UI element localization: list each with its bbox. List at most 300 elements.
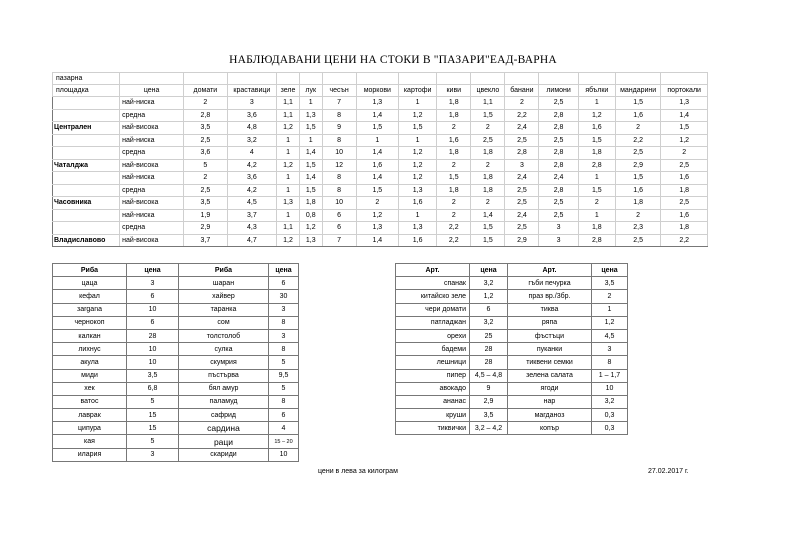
price-cell: 2 bbox=[505, 97, 539, 110]
fish-name: скариди bbox=[179, 448, 269, 461]
goods-row bbox=[396, 290, 628, 303]
price-cell: 1,3 bbox=[277, 197, 300, 210]
fish-name: цаца bbox=[53, 277, 127, 290]
price-cell: 3,7 bbox=[227, 209, 277, 222]
fish-price: 15 bbox=[127, 422, 179, 435]
price-cell: 1 bbox=[399, 97, 437, 110]
price-cell: 1 bbox=[277, 209, 300, 222]
fish-name: таранка bbox=[179, 303, 269, 316]
fish-price: 10 bbox=[127, 356, 179, 369]
price-cell: 2,8 bbox=[578, 234, 615, 247]
fish-name: кая bbox=[53, 435, 127, 448]
column-header-product: банани bbox=[505, 85, 539, 97]
price-cell: 2,4 bbox=[505, 209, 539, 222]
price-cell: 1,6 bbox=[437, 134, 471, 147]
goods-name: магданоз bbox=[508, 409, 592, 422]
price-cell: 7 bbox=[322, 97, 356, 110]
price-cell: 2,5 bbox=[505, 222, 539, 235]
price-cell: 1,5 bbox=[299, 122, 322, 135]
column-header-product: чесън bbox=[322, 85, 356, 97]
price-cell: 2 bbox=[184, 97, 227, 110]
fish-price: 6 bbox=[127, 290, 179, 303]
price-row bbox=[53, 234, 708, 247]
fish-name: калкан bbox=[53, 329, 127, 342]
price-cell: 0,8 bbox=[299, 209, 322, 222]
column-header-product: лимони bbox=[539, 85, 578, 97]
price-cell: 1,5 bbox=[661, 122, 708, 135]
goods-name: патладжан bbox=[396, 316, 470, 329]
price-cell: 2,2 bbox=[437, 234, 471, 247]
page-title: НАБЛЮДАВАНИ ЦЕНИ НА СТОКИ В "ПАЗАРИ"ЕАД-ВАРНА bbox=[229, 54, 557, 66]
goods-name: тиквени семки bbox=[508, 356, 592, 369]
market-name bbox=[53, 134, 120, 147]
column-header-product: картофи bbox=[399, 85, 437, 97]
fish-name: хек bbox=[53, 382, 127, 395]
price-cell: 1,4 bbox=[356, 147, 398, 160]
goods-price: 8 bbox=[592, 356, 628, 369]
price-cell: 1,2 bbox=[661, 134, 708, 147]
price-cell: 1,5 bbox=[615, 97, 660, 110]
fish-price: 4 bbox=[269, 422, 299, 435]
fish-name: зargana bbox=[53, 303, 127, 316]
price-cell: 2,4 bbox=[505, 172, 539, 185]
column-header-product: моркови bbox=[356, 85, 398, 97]
fish-row bbox=[53, 369, 299, 382]
price-cell: 1 bbox=[399, 134, 437, 147]
price-cell: 1,4 bbox=[356, 172, 398, 185]
price-cell: 1,8 bbox=[437, 97, 471, 110]
goods-price: 3,2 – 4,2 bbox=[470, 422, 508, 435]
price-cell: 1,3 bbox=[356, 222, 398, 235]
price-level: най-ниска bbox=[120, 172, 184, 185]
fish-name: паламуд bbox=[179, 395, 269, 408]
goods-row bbox=[396, 356, 628, 369]
column-header-product: зеле bbox=[277, 85, 300, 97]
fish-row bbox=[53, 316, 299, 329]
price-cell: 2 bbox=[184, 172, 227, 185]
goods-price: 28 bbox=[470, 343, 508, 356]
price-cell: 1 bbox=[299, 134, 322, 147]
goods-row bbox=[396, 409, 628, 422]
header-blank-cell bbox=[661, 73, 708, 85]
price-cell: 1,2 bbox=[299, 222, 322, 235]
fish-price: 30 bbox=[269, 290, 299, 303]
goods-row bbox=[396, 329, 628, 342]
price-level: най-висока bbox=[120, 234, 184, 247]
price-cell: 2 bbox=[356, 197, 398, 210]
column-header-product: портокали bbox=[661, 85, 708, 97]
market-name: Часовника bbox=[53, 197, 120, 210]
price-cell: 3,5 bbox=[184, 122, 227, 135]
goods-header-cell: цена bbox=[592, 264, 628, 277]
goods-name: ягоди bbox=[508, 382, 592, 395]
fish-price: 8 bbox=[269, 395, 299, 408]
goods-name: китайско зеле bbox=[396, 290, 470, 303]
price-cell: 1,4 bbox=[299, 147, 322, 160]
fish-price: 3 bbox=[127, 448, 179, 461]
market-name bbox=[53, 147, 120, 160]
price-cell: 1,3 bbox=[399, 222, 437, 235]
price-cell: 1,8 bbox=[578, 222, 615, 235]
price-cell: 8 bbox=[322, 184, 356, 197]
market-name: Чаталджа bbox=[53, 159, 120, 172]
price-cell: 4,3 bbox=[227, 222, 277, 235]
price-cell: 2 bbox=[578, 197, 615, 210]
goods-price: 1,2 bbox=[470, 290, 508, 303]
price-cell: 4,5 bbox=[227, 197, 277, 210]
goods-price: 3,2 bbox=[592, 395, 628, 408]
price-cell: 1,2 bbox=[399, 109, 437, 122]
price-cell: 1,5 bbox=[471, 234, 505, 247]
price-cell: 2,5 bbox=[661, 159, 708, 172]
market-name bbox=[53, 97, 120, 110]
fish-name: акула bbox=[53, 356, 127, 369]
price-row bbox=[53, 209, 708, 222]
price-level: най-ниска bbox=[120, 209, 184, 222]
fish-price: 5 bbox=[269, 356, 299, 369]
price-row bbox=[53, 222, 708, 235]
price-cell: 2 bbox=[471, 159, 505, 172]
price-cell: 1,5 bbox=[437, 172, 471, 185]
price-cell: 4,8 bbox=[227, 122, 277, 135]
price-cell: 10 bbox=[322, 147, 356, 160]
column-header-product: домати bbox=[184, 85, 227, 97]
header-blank-cell bbox=[437, 73, 471, 85]
price-cell: 1,5 bbox=[299, 184, 322, 197]
fish-name: сафрид bbox=[179, 409, 269, 422]
price-cell: 6 bbox=[322, 209, 356, 222]
price-cell: 1,4 bbox=[356, 109, 398, 122]
market-name bbox=[53, 209, 120, 222]
fish-price: 9,5 bbox=[269, 369, 299, 382]
price-cell: 4,7 bbox=[227, 234, 277, 247]
fish-price: 5 bbox=[127, 395, 179, 408]
price-cell: 1 bbox=[277, 184, 300, 197]
price-cell: 2 bbox=[471, 122, 505, 135]
fish-row bbox=[53, 303, 299, 316]
report-date: 27.02.2017 г. bbox=[648, 468, 689, 475]
price-cell: 3 bbox=[505, 159, 539, 172]
header-blank-cell bbox=[578, 73, 615, 85]
price-cell: 2 bbox=[615, 122, 660, 135]
price-cell: 2,2 bbox=[661, 234, 708, 247]
goods-name: спанак bbox=[396, 277, 470, 290]
price-row bbox=[53, 172, 708, 185]
price-cell: 3,5 bbox=[184, 197, 227, 210]
price-cell: 1 bbox=[578, 97, 615, 110]
fish-row bbox=[53, 395, 299, 408]
price-cell: 1,6 bbox=[356, 159, 398, 172]
price-cell: 5 bbox=[184, 159, 227, 172]
price-cell: 2,3 bbox=[615, 222, 660, 235]
price-cell: 2,8 bbox=[539, 147, 578, 160]
price-cell: 2,5 bbox=[661, 197, 708, 210]
price-cell: 1,8 bbox=[471, 184, 505, 197]
price-cell: 1,1 bbox=[277, 222, 300, 235]
price-cell: 1,8 bbox=[437, 109, 471, 122]
price-row bbox=[53, 109, 708, 122]
price-cell: 1,8 bbox=[661, 222, 708, 235]
fish-price: 5 bbox=[269, 382, 299, 395]
price-cell: 2,5 bbox=[505, 197, 539, 210]
fish-price: 10 bbox=[269, 448, 299, 461]
header-blank-cell bbox=[615, 73, 660, 85]
goods-name: тиквички bbox=[396, 422, 470, 435]
goods-name: зелена салата bbox=[508, 369, 592, 382]
price-cell: 2,5 bbox=[505, 184, 539, 197]
fish-name: сулка bbox=[179, 343, 269, 356]
market-name bbox=[53, 172, 120, 185]
goods-price: 28 bbox=[470, 356, 508, 369]
price-cell: 2,5 bbox=[539, 97, 578, 110]
price-cell: 1,4 bbox=[471, 209, 505, 222]
goods-price: 25 bbox=[470, 329, 508, 342]
price-cell: 2,8 bbox=[539, 122, 578, 135]
price-cell: 3,7 bbox=[184, 234, 227, 247]
fish-price: 15 – 20 bbox=[269, 435, 299, 448]
fish-header-cell: цена bbox=[127, 264, 179, 277]
price-cell: 1,5 bbox=[399, 122, 437, 135]
goods-row bbox=[396, 316, 628, 329]
goods-price: 1,2 bbox=[592, 316, 628, 329]
fish-price: 10 bbox=[127, 343, 179, 356]
price-cell: 1 bbox=[356, 134, 398, 147]
price-cell: 1,9 bbox=[184, 209, 227, 222]
price-cell: 3,6 bbox=[227, 109, 277, 122]
price-cell: 2,2 bbox=[505, 109, 539, 122]
fish-row bbox=[53, 329, 299, 342]
price-cell: 1,3 bbox=[299, 109, 322, 122]
price-cell: 1,2 bbox=[277, 122, 300, 135]
fish-name: сом bbox=[179, 316, 269, 329]
fish-price: 6 bbox=[269, 409, 299, 422]
price-cell: 1,2 bbox=[578, 109, 615, 122]
goods-name: пуканки bbox=[508, 343, 592, 356]
goods-price: 10 bbox=[592, 382, 628, 395]
price-cell: 2,4 bbox=[505, 122, 539, 135]
goods-name: нар bbox=[508, 395, 592, 408]
price-row bbox=[53, 97, 708, 110]
price-cell: 1 bbox=[399, 209, 437, 222]
header-blank-cell bbox=[471, 73, 505, 85]
price-cell: 2,8 bbox=[539, 109, 578, 122]
goods-price: 1 bbox=[592, 303, 628, 316]
header-blank-cell bbox=[227, 73, 277, 85]
fish-name: скумрия bbox=[179, 356, 269, 369]
header-blank-cell bbox=[539, 73, 578, 85]
price-level: най-ниска bbox=[120, 134, 184, 147]
goods-name: пипер bbox=[396, 369, 470, 382]
price-cell: 2,9 bbox=[615, 159, 660, 172]
price-cell: 8 bbox=[322, 109, 356, 122]
price-cell: 1,3 bbox=[299, 234, 322, 247]
price-cell: 1,6 bbox=[661, 209, 708, 222]
price-cell: 2 bbox=[437, 197, 471, 210]
column-header-product: ябълки bbox=[578, 85, 615, 97]
price-cell: 2 bbox=[437, 159, 471, 172]
price-cell: 2,5 bbox=[615, 234, 660, 247]
price-level: най-висока bbox=[120, 122, 184, 135]
price-row bbox=[53, 147, 708, 160]
header-row-columns bbox=[53, 85, 708, 97]
price-cell: 2,5 bbox=[184, 134, 227, 147]
header-blank-cell bbox=[322, 73, 356, 85]
fish-header-cell: цена bbox=[269, 264, 299, 277]
price-cell: 4,2 bbox=[227, 159, 277, 172]
price-cell: 4 bbox=[227, 147, 277, 160]
goods-price: 3,2 bbox=[470, 277, 508, 290]
price-cell: 1,8 bbox=[437, 147, 471, 160]
fish-name: ципура bbox=[53, 422, 127, 435]
fish-price: 5 bbox=[127, 435, 179, 448]
price-cell: 1 bbox=[277, 172, 300, 185]
price-cell: 2,9 bbox=[505, 234, 539, 247]
fish-header-cell: Риба bbox=[53, 264, 127, 277]
goods-name: чери домати bbox=[396, 303, 470, 316]
header-blank-cell bbox=[399, 73, 437, 85]
market-name bbox=[53, 222, 120, 235]
price-cell: 1,8 bbox=[471, 147, 505, 160]
header-blank-cell bbox=[120, 73, 184, 85]
price-cell: 1,6 bbox=[661, 172, 708, 185]
price-cell: 1,3 bbox=[661, 97, 708, 110]
units-note: цени в лева за килограм bbox=[318, 468, 398, 475]
fish-header-row bbox=[53, 264, 299, 277]
price-cell: 1,2 bbox=[277, 234, 300, 247]
goods-name: копър bbox=[508, 422, 592, 435]
goods-row bbox=[396, 303, 628, 316]
goods-price: 3,5 bbox=[470, 409, 508, 422]
goods-name: праз вр./3бр. bbox=[508, 290, 592, 303]
fish-name: хайвер bbox=[179, 290, 269, 303]
header-blank-cell bbox=[277, 73, 300, 85]
price-cell: 1,2 bbox=[277, 159, 300, 172]
price-cell: 1,8 bbox=[661, 184, 708, 197]
fish-name: кефал bbox=[53, 290, 127, 303]
goods-row bbox=[396, 343, 628, 356]
price-level: средна bbox=[120, 147, 184, 160]
goods-price: 0,3 bbox=[592, 422, 628, 435]
fish-row bbox=[53, 435, 299, 448]
price-cell: 1 bbox=[277, 147, 300, 160]
price-cell: 4,2 bbox=[227, 184, 277, 197]
price-cell: 1,1 bbox=[277, 97, 300, 110]
price-cell: 1,8 bbox=[578, 147, 615, 160]
goods-price: 2,9 bbox=[470, 395, 508, 408]
goods-row bbox=[396, 395, 628, 408]
fish-name: сардина bbox=[179, 422, 269, 435]
price-cell: 2,9 bbox=[184, 222, 227, 235]
goods-row bbox=[396, 369, 628, 382]
goods-name: ананас bbox=[396, 395, 470, 408]
goods-header-cell: Арт. bbox=[396, 264, 470, 277]
column-header-product: мандарини bbox=[615, 85, 660, 97]
header-blank-cell bbox=[184, 73, 227, 85]
price-cell: 2,8 bbox=[578, 159, 615, 172]
header-row-market bbox=[53, 73, 708, 85]
price-cell: 2,5 bbox=[471, 134, 505, 147]
goods-name: тиква bbox=[508, 303, 592, 316]
price-cell: 2,5 bbox=[539, 197, 578, 210]
price-cell: 1,8 bbox=[471, 172, 505, 185]
fish-name: лихнус bbox=[53, 343, 127, 356]
fish-name: лаврак bbox=[53, 409, 127, 422]
price-level: най-висока bbox=[120, 159, 184, 172]
corner-label-market: пазарна bbox=[53, 73, 120, 85]
market-name: Централен bbox=[53, 122, 120, 135]
price-cell: 1,5 bbox=[356, 184, 398, 197]
fish-price: 3 bbox=[269, 303, 299, 316]
column-header-product: цвекло bbox=[471, 85, 505, 97]
price-row bbox=[53, 159, 708, 172]
price-cell: 1,6 bbox=[615, 109, 660, 122]
goods-price: 4,5 bbox=[592, 329, 628, 342]
price-level: най-висока bbox=[120, 197, 184, 210]
price-cell: 3 bbox=[227, 97, 277, 110]
price-level: най-ниска bbox=[120, 97, 184, 110]
price-cell: 2,5 bbox=[184, 184, 227, 197]
fish-row bbox=[53, 356, 299, 369]
fish-price: 10 bbox=[127, 303, 179, 316]
price-cell: 2,8 bbox=[539, 184, 578, 197]
price-cell: 6 bbox=[322, 222, 356, 235]
fish-name: ватос bbox=[53, 395, 127, 408]
price-cell: 12 bbox=[322, 159, 356, 172]
price-cell: 1 bbox=[578, 172, 615, 185]
fish-price: 6 bbox=[127, 316, 179, 329]
fish-price: 8 bbox=[269, 316, 299, 329]
fish-row bbox=[53, 409, 299, 422]
header-blank-cell bbox=[299, 73, 322, 85]
price-cell: 3,6 bbox=[227, 172, 277, 185]
price-row bbox=[53, 122, 708, 135]
goods-row bbox=[396, 382, 628, 395]
fish-row bbox=[53, 382, 299, 395]
price-level: средна bbox=[120, 184, 184, 197]
price-cell: 1,6 bbox=[399, 197, 437, 210]
goods-name: орехи bbox=[396, 329, 470, 342]
other-goods-price-table bbox=[395, 263, 628, 435]
fish-name: пъстърва bbox=[179, 369, 269, 382]
fish-price: 3,5 bbox=[127, 369, 179, 382]
fish-price-table bbox=[52, 263, 299, 462]
column-header-product: киви bbox=[437, 85, 471, 97]
goods-name: гъби печурка bbox=[508, 277, 592, 290]
price-cell: 1 bbox=[277, 134, 300, 147]
goods-row bbox=[396, 277, 628, 290]
fish-row bbox=[53, 290, 299, 303]
price-row bbox=[53, 197, 708, 210]
price-cell: 3 bbox=[539, 234, 578, 247]
price-level: средна bbox=[120, 109, 184, 122]
price-cell: 1 bbox=[578, 209, 615, 222]
column-header-price: цена bbox=[120, 85, 184, 97]
price-cell: 2,8 bbox=[539, 159, 578, 172]
goods-header-cell: цена bbox=[470, 264, 508, 277]
goods-name: лешници bbox=[396, 356, 470, 369]
goods-price: 3 bbox=[592, 343, 628, 356]
column-header-product: лук bbox=[299, 85, 322, 97]
goods-price: 4,5 – 4,8 bbox=[470, 369, 508, 382]
goods-name: бадеми bbox=[396, 343, 470, 356]
price-cell: 7 bbox=[322, 234, 356, 247]
price-cell: 1,3 bbox=[399, 184, 437, 197]
price-row bbox=[53, 134, 708, 147]
market-name: Владиславово bbox=[53, 234, 120, 247]
price-cell: 3,2 bbox=[227, 134, 277, 147]
fish-name: толстолоб bbox=[179, 329, 269, 342]
price-cell: 2 bbox=[661, 147, 708, 160]
